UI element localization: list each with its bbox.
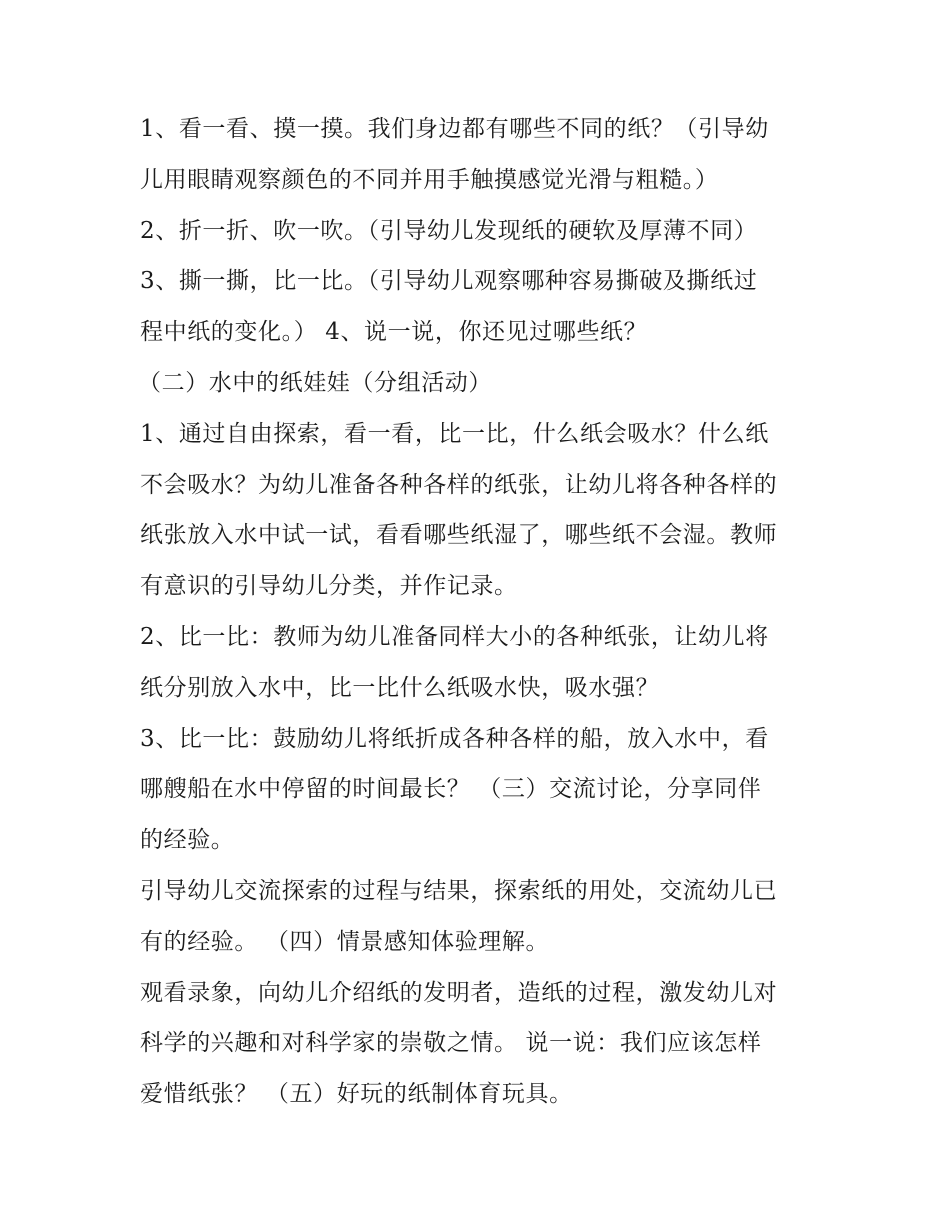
text-line: 2、折一折、吹一吹。（引导幼儿发现纸的硬软及厚薄不同）: [140, 217, 758, 244]
text-line: 哪艘船在水中停留的时间最长？ （三）交流讨论，分享同伴: [140, 776, 762, 803]
text-line: 纸分别放入水中，比一比什么纸吸水快，吸水强？: [140, 674, 660, 701]
text-line: 引导幼儿交流探索的过程与结果，探索纸的用处，交流幼儿已: [140, 877, 778, 904]
text-line: 纸张放入水中试一试，看看哪些纸湿了，哪些纸不会湿。教师: [140, 522, 778, 549]
text-line: 的经验。: [140, 827, 235, 854]
text-line: 科学的兴趣和对科学家的崇敬之情。 说一说：我们应该怎样: [140, 1030, 762, 1057]
text-line: 1、通过自由探索，看一看，比一比，什么纸会吸水？什么纸: [140, 420, 769, 447]
text-line: 1、看一看、摸一摸。我们身边都有哪些不同的纸？（引导幼: [140, 116, 769, 142]
section-heading: （二）水中的纸娃娃（分组活动）: [138, 369, 492, 396]
text-line: 儿用眼睛观察颜色的不同并用手触摸感觉光滑与粗糙。）: [140, 166, 719, 193]
text-line: 程中纸的变化。） 4、说一说，你还见过哪些纸？: [140, 319, 648, 346]
text-line: 观看录象，向幼儿介绍纸的发明者，造纸的过程，激发幼儿对: [140, 979, 778, 1006]
text-line: 不会吸水？为幼儿准备各种各样的纸张，让幼儿将各种各样的: [140, 471, 778, 498]
text-line: 有意识的引导幼儿分类，并作记录。: [140, 573, 518, 600]
body-text: [140, 104, 820, 1120]
text-line: 有的经验。 （四）情景感知体验理解。: [140, 928, 550, 955]
text-line: 爱惜纸张？ （五）好玩的纸制体育玩具。: [140, 1081, 573, 1108]
text-line: 3、撕一撕，比一比。（引导幼儿观察哪种容易撕破及撕纸过: [140, 268, 758, 295]
text-line: 2、比一比：教师为幼儿准备同样大小的各种纸张，让幼儿将: [140, 623, 769, 650]
text-line: 3、比一比：鼓励幼儿将纸折成各种各样的船，放入水中，看: [140, 725, 769, 752]
